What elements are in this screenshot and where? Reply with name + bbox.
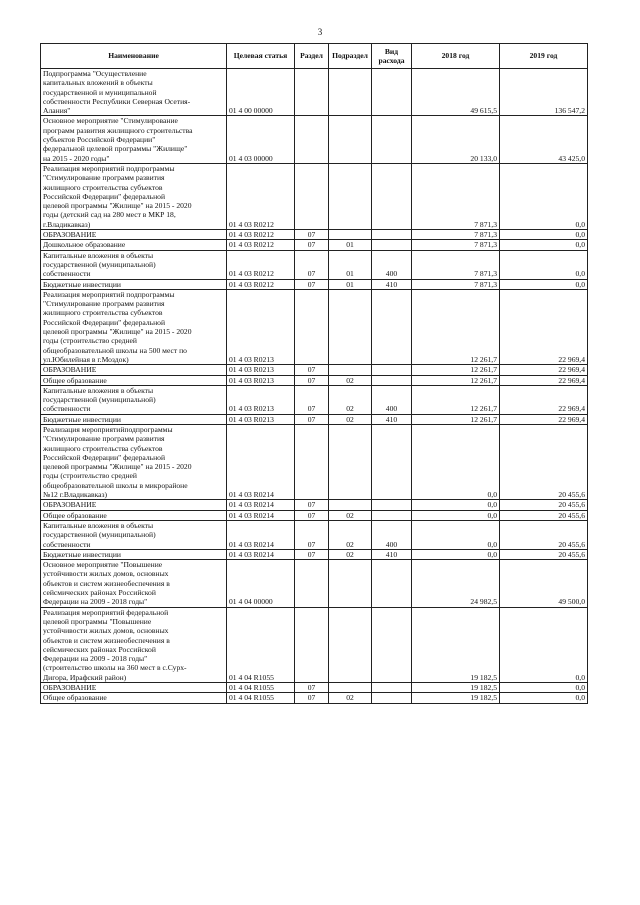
cell-name: ОБРАЗОВАНИЕ [41, 500, 227, 510]
cell-name: Капитальные вложения в объекты государственной (муниципальной) собственности [41, 250, 227, 279]
cell-vid [372, 116, 412, 163]
table-row [41, 693, 588, 703]
table-row [41, 510, 588, 520]
cell-vid [372, 240, 412, 250]
cell-vid [372, 365, 412, 375]
cell-razdel: 07 [295, 414, 329, 424]
cell-code: 01 4 03 R0214 [227, 500, 295, 510]
cell-code: 01 4 00 00000 [227, 69, 295, 116]
cell-razdel: 07 [295, 279, 329, 289]
table-row [41, 279, 588, 289]
header-podrazdel: Подраздел [329, 44, 372, 69]
cell-name: Основное мероприятие "Повышение устойчивости жилых домов, основных объектов и систем жизнеобеспечения в сейсмических районах Российской Федерации на 2009 - 2018 годы" [41, 560, 227, 607]
cell-vid [372, 424, 412, 499]
cell-razdel: 07 [295, 375, 329, 385]
cell-vid [372, 500, 412, 510]
cell-podrazdel: 02 [329, 385, 372, 414]
cell-razdel [295, 69, 329, 116]
cell-vid [372, 69, 412, 116]
cell-code: 01 4 03 R0212 [227, 163, 295, 229]
cell-y2018: 0,0 [412, 520, 500, 549]
table-row [41, 240, 588, 250]
cell-razdel: 07 [295, 240, 329, 250]
cell-y2018: 12 261,7 [412, 365, 500, 375]
cell-podrazdel [329, 607, 372, 682]
cell-y2018: 12 261,7 [412, 375, 500, 385]
cell-vid [372, 607, 412, 682]
table-row [41, 500, 588, 510]
cell-code: 01 4 04 R1055 [227, 607, 295, 682]
table-row [41, 250, 588, 279]
cell-podrazdel [329, 424, 372, 499]
cell-name: Реализация мероприятий федеральной целевой программы "Повышение устойчивости жилых домов, основных объектов и систем жизнеобеспечения в сейсмических районах Российской Федерации на 2009 - 2018 годы" (строительство школы на 360 мест в с.Сурх- Дигора, Ирафский район) [41, 607, 227, 682]
cell-y2019: 20 455,6 [500, 510, 588, 520]
cell-vid: 410 [372, 279, 412, 289]
header-razdel: Раздел [295, 44, 329, 69]
cell-vid [372, 163, 412, 229]
table-row [41, 424, 588, 499]
cell-y2018: 7 871,3 [412, 163, 500, 229]
cell-podrazdel: 02 [329, 520, 372, 549]
cell-name: ОБРАЗОВАНИЕ [41, 683, 227, 693]
cell-razdel [295, 116, 329, 163]
cell-y2018: 7 871,3 [412, 279, 500, 289]
cell-razdel: 07 [295, 385, 329, 414]
cell-y2018: 19 182,5 [412, 607, 500, 682]
cell-vid [372, 289, 412, 364]
cell-y2019: 22 969,4 [500, 365, 588, 375]
cell-y2019: 0,0 [500, 279, 588, 289]
cell-y2019: 22 969,4 [500, 385, 588, 414]
cell-code: 01 4 03 R0214 [227, 520, 295, 549]
cell-y2018: 0,0 [412, 424, 500, 499]
cell-podrazdel [329, 289, 372, 364]
cell-razdel [295, 424, 329, 499]
cell-podrazdel [329, 365, 372, 375]
cell-y2018: 49 615,5 [412, 69, 500, 116]
cell-code: 01 4 03 R0212 [227, 240, 295, 250]
cell-name: Реализация мероприятий подпрограммы "Стимулирование программ развития жилищного строительства субъектов Российской Федерации" федеральной целевой программы "Жилище" на 2015 - 2020 годы (строительство средней общеобразовательной школы на 500 мест по ул.Юбилейная в г.Моздок) [41, 289, 227, 364]
cell-podrazdel [329, 683, 372, 693]
cell-podrazdel: 01 [329, 279, 372, 289]
table-row [41, 230, 588, 240]
cell-code: 01 4 03 R0212 [227, 230, 295, 240]
cell-y2018: 24 982,5 [412, 560, 500, 607]
cell-name: Дошкольное образование [41, 240, 227, 250]
cell-name: Бюджетные инвестиции [41, 549, 227, 559]
cell-code: 01 4 04 R1055 [227, 693, 295, 703]
table-row [41, 289, 588, 364]
cell-y2019: 20 455,6 [500, 549, 588, 559]
cell-code: 01 4 03 R0214 [227, 424, 295, 499]
header-2018: 2018 год [412, 44, 500, 69]
cell-y2019: 0,0 [500, 250, 588, 279]
cell-y2018: 19 182,5 [412, 683, 500, 693]
cell-podrazdel [329, 230, 372, 240]
cell-razdel [295, 560, 329, 607]
cell-name: Общее образование [41, 693, 227, 703]
table-row [41, 560, 588, 607]
table-row [41, 163, 588, 229]
cell-razdel: 07 [295, 683, 329, 693]
cell-code: 01 4 03 R0213 [227, 375, 295, 385]
table-row [41, 375, 588, 385]
cell-code: 01 4 03 R0213 [227, 414, 295, 424]
cell-name: ОБРАЗОВАНИЕ [41, 365, 227, 375]
table-row [41, 385, 588, 414]
cell-podrazdel [329, 116, 372, 163]
cell-vid [372, 230, 412, 240]
cell-code: 01 4 03 R0213 [227, 365, 295, 375]
cell-y2019: 43 425,0 [500, 116, 588, 163]
cell-y2018: 0,0 [412, 549, 500, 559]
cell-name: Капитальные вложения в объекты государственной (муниципальной) собственности [41, 520, 227, 549]
table-row [41, 414, 588, 424]
cell-vid: 410 [372, 414, 412, 424]
cell-y2018: 12 261,7 [412, 385, 500, 414]
cell-name: Основное мероприятие "Стимулирование программ развития жилищного строительства субъектов Российской Федерации" федеральной целевой программы "Жилище" на 2015 - 2020 годы" [41, 116, 227, 163]
cell-razdel [295, 289, 329, 364]
cell-y2018: 7 871,3 [412, 230, 500, 240]
cell-code: 01 4 03 R0214 [227, 510, 295, 520]
header-code: Целевая статья [227, 44, 295, 69]
cell-razdel: 07 [295, 230, 329, 240]
cell-vid [372, 375, 412, 385]
cell-y2019: 20 455,6 [500, 500, 588, 510]
cell-podrazdel: 02 [329, 375, 372, 385]
cell-vid [372, 683, 412, 693]
cell-name: ОБРАЗОВАНИЕ [41, 230, 227, 240]
cell-code: 01 4 03 R0213 [227, 385, 295, 414]
cell-y2019: 0,0 [500, 693, 588, 703]
cell-code: 01 4 03 R0214 [227, 549, 295, 559]
table-header-row [41, 44, 588, 69]
table-row [41, 365, 588, 375]
budget-table [40, 43, 588, 704]
cell-y2018: 0,0 [412, 510, 500, 520]
cell-name: Бюджетные инвестиции [41, 414, 227, 424]
table-row [41, 116, 588, 163]
cell-razdel: 07 [295, 549, 329, 559]
cell-code: 01 4 04 00000 [227, 560, 295, 607]
cell-vid: 410 [372, 549, 412, 559]
cell-y2018: 20 133,0 [412, 116, 500, 163]
header-vid: Вид расхода [372, 44, 412, 69]
cell-y2019: 20 455,6 [500, 520, 588, 549]
cell-y2019: 22 969,4 [500, 414, 588, 424]
cell-y2019: 0,0 [500, 607, 588, 682]
cell-podrazdel [329, 69, 372, 116]
cell-vid [372, 693, 412, 703]
cell-y2018: 7 871,3 [412, 240, 500, 250]
cell-y2019: 22 969,4 [500, 289, 588, 364]
table-row [41, 549, 588, 559]
cell-y2018: 12 261,7 [412, 414, 500, 424]
table-row [41, 69, 588, 116]
cell-razdel: 07 [295, 693, 329, 703]
cell-y2018: 0,0 [412, 500, 500, 510]
cell-vid: 400 [372, 250, 412, 279]
cell-name: Реализация мероприятий подпрограммы "Стимулирование программ развития жилищного строительства субъектов Российской Федерации" федеральной целевой программы "Жилище" на 2015 - 2020 годы (детский сад на 280 мест в МКР 18, г.Владикавказ) [41, 163, 227, 229]
header-2019: 2019 год [500, 44, 588, 69]
cell-razdel: 07 [295, 365, 329, 375]
cell-code: 01 4 03 R0212 [227, 279, 295, 289]
cell-code: 01 4 04 R1055 [227, 683, 295, 693]
cell-code: 01 4 03 00000 [227, 116, 295, 163]
cell-podrazdel: 02 [329, 549, 372, 559]
cell-y2019: 0,0 [500, 240, 588, 250]
cell-y2019: 20 455,6 [500, 424, 588, 499]
cell-name: Общее образование [41, 375, 227, 385]
cell-razdel: 07 [295, 250, 329, 279]
cell-podrazdel: 02 [329, 510, 372, 520]
cell-name: Бюджетные инвестиции [41, 279, 227, 289]
header-name: Наименование [41, 44, 227, 69]
cell-code: 01 4 03 R0212 [227, 250, 295, 279]
cell-razdel [295, 163, 329, 229]
cell-y2019: 0,0 [500, 230, 588, 240]
cell-code: 01 4 03 R0213 [227, 289, 295, 364]
cell-y2018: 7 871,3 [412, 250, 500, 279]
cell-y2018: 12 261,7 [412, 289, 500, 364]
cell-podrazdel: 02 [329, 414, 372, 424]
cell-name: Подпрограмма "Осуществление капитальных вложений в объекты государственной и муниципальной собственности Республики Северная Осетия- Алания" [41, 69, 227, 116]
cell-y2019: 136 547,2 [500, 69, 588, 116]
cell-podrazdel: 01 [329, 240, 372, 250]
table-row [41, 683, 588, 693]
cell-y2019: 22 969,4 [500, 375, 588, 385]
cell-razdel: 07 [295, 510, 329, 520]
cell-vid: 400 [372, 385, 412, 414]
table-body [41, 69, 588, 704]
cell-name: Капитальные вложения в объекты государственной (муниципальной) собственности [41, 385, 227, 414]
cell-y2019: 0,0 [500, 163, 588, 229]
cell-razdel [295, 607, 329, 682]
cell-podrazdel: 01 [329, 250, 372, 279]
cell-name: Общее образование [41, 510, 227, 520]
cell-razdel: 07 [295, 520, 329, 549]
cell-name: Реализация мероприятийподпрограммы "Стимулирование программ развития жилищного строительства субъектов Российской Федерации" федеральной целевой программы "Жилище" на 2015 - 2020 годы (строительство средней общеобразовательной школы в микрорайоне №12 г.Владикавказ) [41, 424, 227, 499]
cell-y2018: 19 182,5 [412, 693, 500, 703]
cell-podrazdel [329, 163, 372, 229]
cell-podrazdel: 02 [329, 693, 372, 703]
cell-vid [372, 510, 412, 520]
page-number: 3 [317, 27, 323, 37]
table-row [41, 607, 588, 682]
table-row [41, 520, 588, 549]
cell-podrazdel [329, 500, 372, 510]
cell-podrazdel [329, 560, 372, 607]
cell-vid: 400 [372, 520, 412, 549]
cell-razdel: 07 [295, 500, 329, 510]
cell-vid [372, 560, 412, 607]
cell-y2019: 0,0 [500, 683, 588, 693]
cell-y2019: 49 500,0 [500, 560, 588, 607]
